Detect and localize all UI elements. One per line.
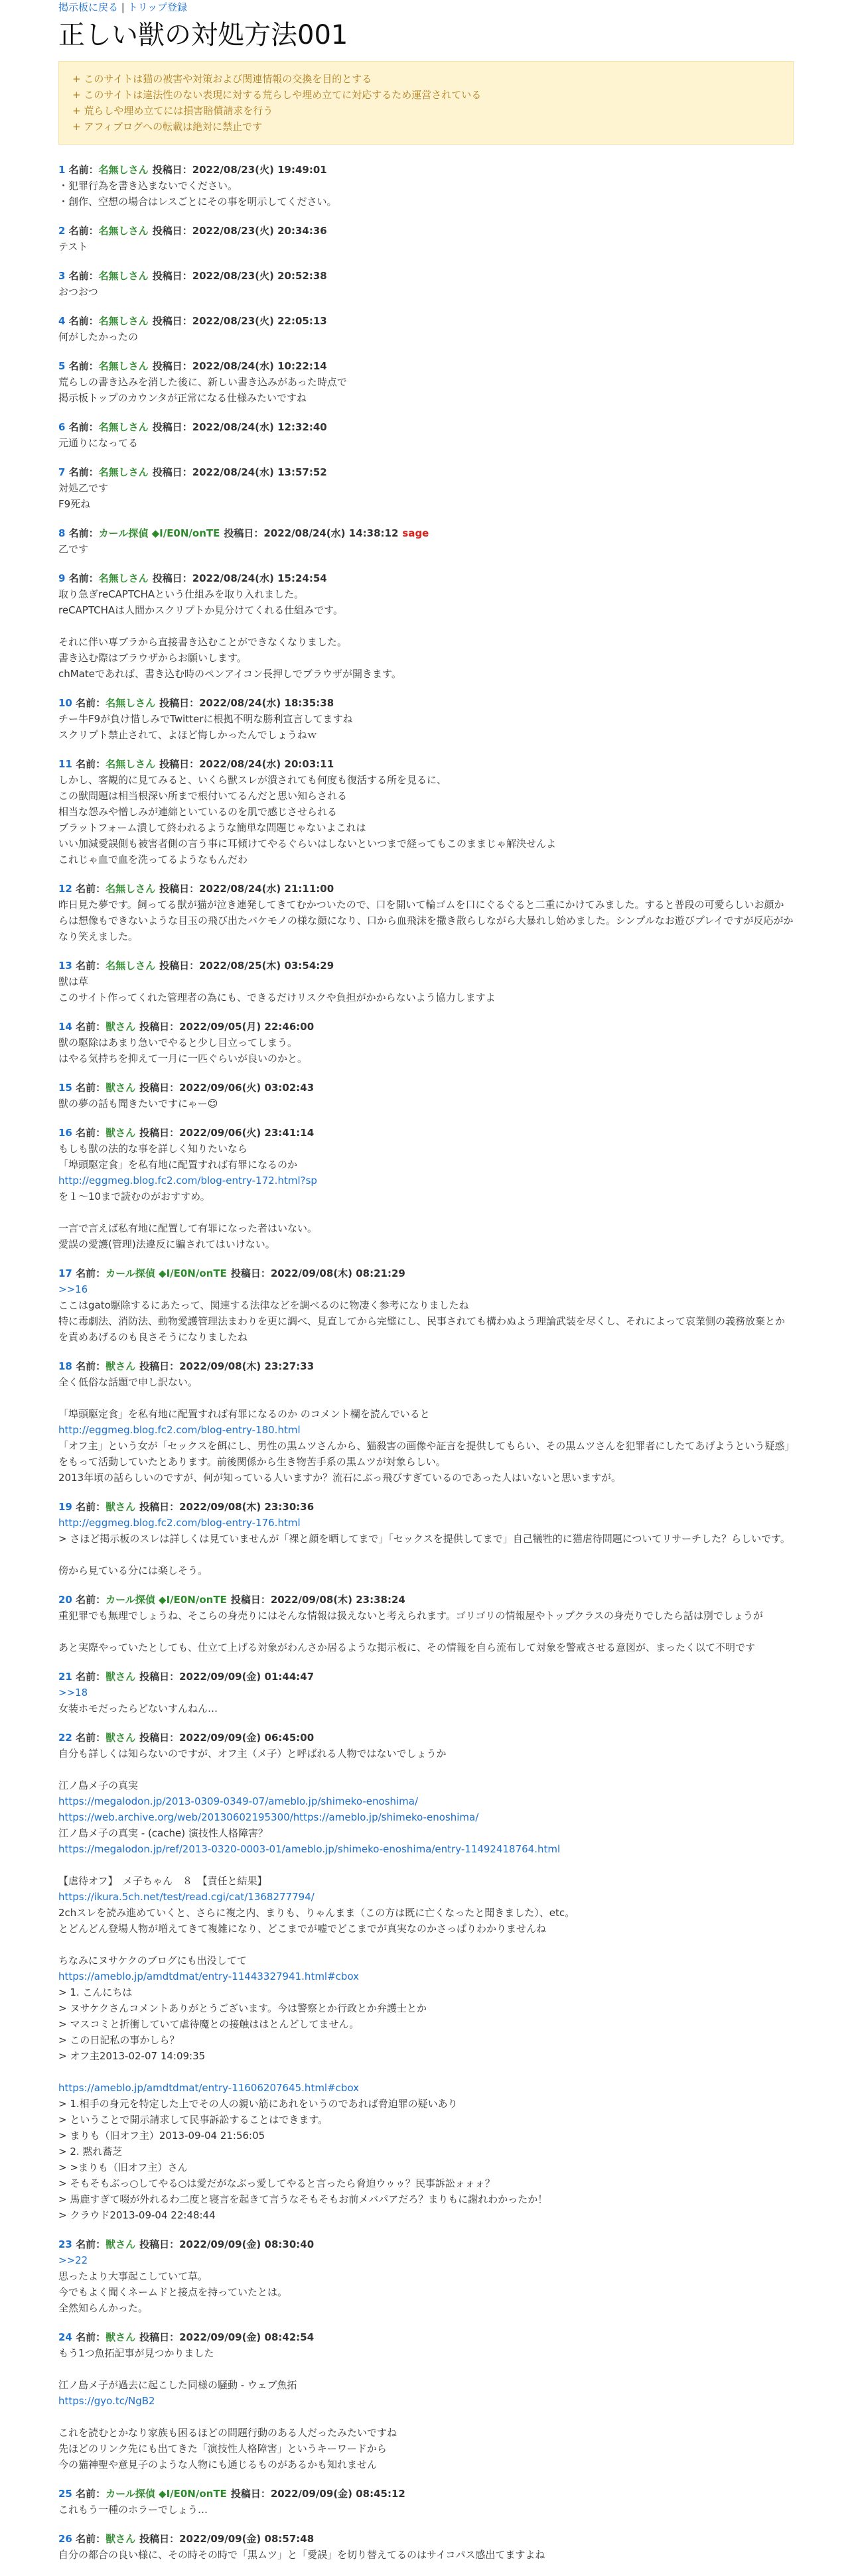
post-number-link[interactable]: 21 bbox=[58, 1671, 72, 1683]
poster-name: カール探偵 ◆I/E0N/onTE bbox=[106, 2488, 227, 2500]
name-label: 名前： bbox=[65, 315, 99, 327]
post-line: 全く低俗な話題で申し訳ない。 bbox=[58, 1376, 198, 1388]
poster-name: 名無しさん bbox=[98, 421, 149, 433]
post-date: 投稿日：2022/09/05(月) 22:46:00 bbox=[139, 1021, 315, 1033]
poster-name: 名無しさん bbox=[98, 315, 149, 327]
post-line: > 1.相手の身元を特定した上でその人の親い筋にあれをいうのであれば脅迫罪の疑いあり bbox=[58, 2098, 458, 2110]
post-header bbox=[58, 1080, 794, 1096]
post-line: 乙です bbox=[58, 543, 89, 555]
post-line: 江ノ島メ子の真実 bbox=[58, 1779, 139, 1791]
post-line: おつおつ bbox=[58, 286, 98, 298]
post-line: しかし、客観的に見てみると、いくら獣スレが潰されても何度も復活する所を見るに、 bbox=[58, 774, 447, 786]
post-line: 「埠頭駆定食」を私有地に配置すれば有罪になるのか のコメント欄を読んでいると bbox=[58, 1408, 430, 1420]
post-line: > マスコミと折衝していて虐待魔との接触ははとんどしてません。 bbox=[58, 2018, 360, 2030]
post-header bbox=[58, 570, 794, 586]
post-body bbox=[58, 480, 794, 512]
post-line: reCAPTCHAは人間かスクリプトか見分けてくれる仕組みです。 bbox=[58, 604, 343, 616]
poster-name: 名無しさん bbox=[106, 697, 156, 709]
post bbox=[58, 2329, 794, 2473]
post-body bbox=[58, 974, 794, 1005]
post-header bbox=[58, 2329, 794, 2345]
post bbox=[58, 2486, 794, 2518]
post-date: 投稿日：2022/08/24(水) 10:22:14 bbox=[152, 360, 327, 372]
post-line: チー牛F9が負け惜しみでTwitterに根拠不明な勝利宣言してますね bbox=[58, 713, 353, 725]
post bbox=[58, 525, 794, 557]
post-link[interactable]: >>16 bbox=[58, 1283, 88, 1295]
post-header bbox=[58, 268, 794, 284]
name-label: 名前： bbox=[72, 2533, 106, 2545]
post-line: chMateであれば、書き込む時のペンアイコン長押しでブラウザが開きます。 bbox=[58, 668, 401, 680]
post bbox=[58, 419, 794, 451]
post-line: これもう一種のホラーでしょう… bbox=[58, 2504, 208, 2516]
name-label: 名前： bbox=[72, 1360, 106, 1372]
post-date: 投稿日：2022/09/09(金) 08:45:12 bbox=[230, 2488, 405, 2500]
post-line: テスト bbox=[58, 241, 88, 253]
name-label: 名前： bbox=[72, 960, 106, 972]
post-header bbox=[58, 1265, 794, 1281]
post-line: 昨日見た夢です。飼ってる獣が猫が泣き連発してきてむかついたので、口を開いて輪ゴムを口にぐるぐると二重にかけてみました。すると普段の可愛らしいお顔からは想像もできないような目玉の飛び出たバケモノの様な顔になり、口から血飛沫を撒き散らしながら大暴れし始めました。シンプルなお遊びプレイですが反応がかなり笑えました。 bbox=[58, 899, 794, 942]
post-line: 2013年頃の話らしいのですが、何が知っている人いますか？流石にぶっ飛びすぎているのであった人はいないと思いますが。 bbox=[58, 1472, 622, 1484]
post-line: はやる気持ちを抑えて一月に一匹ぐらいが良いのかと。 bbox=[58, 1053, 308, 1064]
post-date: 投稿日：2022/08/24(水) 14:38:12 bbox=[224, 527, 399, 539]
name-label: 名前： bbox=[65, 527, 99, 539]
nav-separator: | bbox=[118, 1, 128, 13]
post-date: 投稿日：2022/09/06(火) 23:41:14 bbox=[139, 1127, 315, 1139]
post-date: 投稿日：2022/08/24(水) 15:24:54 bbox=[152, 572, 327, 584]
post-line: 自分の都合の良い様に、その時その時で「黒ムツ」と「愛誤」を切り替えてるのはサイコパス感出てますよね bbox=[58, 2549, 545, 2561]
poster-name: 名無しさん bbox=[98, 360, 149, 372]
post-number-link[interactable]: 7 bbox=[58, 466, 66, 478]
post-line: > ヌサケクさんコメントありがとうございます。今は警察とか行政とか弁護士とか bbox=[58, 2002, 427, 2014]
post-line: 書き込む際はブラウザからお願いします。 bbox=[58, 652, 247, 664]
post bbox=[58, 464, 794, 512]
post-header bbox=[58, 756, 794, 772]
post-line: それに伴い専ブラから直接書き込むことができなくなりました。 bbox=[58, 636, 348, 648]
poster-name: 獣さん bbox=[106, 1732, 136, 1744]
post bbox=[58, 2236, 794, 2316]
post bbox=[58, 1669, 794, 1716]
post-date: 投稿日：2022/09/09(金) 01:44:47 bbox=[139, 1671, 315, 1683]
post-line bbox=[58, 2361, 794, 2377]
post-body bbox=[58, 1685, 794, 1716]
poster-name: 獣さん bbox=[106, 2331, 136, 2343]
poster-name: 名無しさん bbox=[106, 960, 156, 972]
post-number-link[interactable]: 3 bbox=[58, 270, 66, 282]
post-body bbox=[58, 239, 794, 255]
post-body bbox=[58, 374, 794, 406]
post-number-link[interactable]: 1 bbox=[58, 164, 66, 176]
post-link[interactable]: >>22 bbox=[58, 2254, 88, 2266]
name-label: 名前： bbox=[65, 572, 99, 584]
post-line: 全然知らんかった。 bbox=[58, 2302, 149, 2314]
rules-box bbox=[58, 61, 794, 145]
name-label: 名前： bbox=[72, 1671, 106, 1683]
post-line: 獣の夢の話も聞きたいですにゃー😊 bbox=[58, 1098, 218, 1110]
post-line: 取り急ぎreCAPTCHAという仕組みを取り入れました。 bbox=[58, 588, 305, 600]
post-body bbox=[58, 541, 794, 557]
post-date: 投稿日：2022/09/08(木) 23:38:24 bbox=[230, 1594, 405, 1606]
poster-name: 名無しさん bbox=[98, 225, 149, 237]
post-number-link[interactable]: 26 bbox=[58, 2533, 72, 2545]
post-line: もしも獣の法的な事を詳しく知りたいなら bbox=[58, 1143, 248, 1155]
post-header bbox=[58, 223, 794, 239]
post-date: 投稿日：2022/08/23(火) 20:52:38 bbox=[152, 270, 327, 282]
post-list bbox=[58, 162, 794, 2563]
poster-name: 獣さん bbox=[106, 1501, 136, 1513]
post-line bbox=[58, 1937, 794, 1953]
back-to-board-link[interactable]: 掲示板に戻る bbox=[58, 1, 119, 13]
post-line: 「オフ主」という女が「セックスを餌にし、男性の黒ムツさんから、猫殺害の画像や証言を提供してもらい、その黒ムツさんを犯罪者にしたてあげようという疑惑」をもって活動していたとあります。前後関係から生き物苦手系の黒ムツが対象らしい。 bbox=[58, 1440, 790, 1468]
rule-item: + このサイトは違法性のない表現に対する荒らしや埋め立てに対応するため運営されている bbox=[72, 89, 482, 101]
post-header bbox=[58, 1592, 794, 1608]
post-body bbox=[58, 1096, 794, 1112]
post-body bbox=[58, 284, 794, 300]
post-line: F9死ね bbox=[58, 498, 91, 510]
post-line: 今の猫神聖や意見子のような人物にも通じるものがあるかも知れません bbox=[58, 2459, 378, 2471]
post-line: > この日記私の事かしら？ bbox=[58, 2034, 180, 2046]
post-line: ・創作、空想の場合はレスごとにその事を明示してください。 bbox=[58, 196, 337, 208]
post-line: スクリプト禁止されて、よほど悔しかったんでしょうねｗ bbox=[58, 729, 317, 741]
post-number-link[interactable]: 5 bbox=[58, 360, 66, 372]
post-line: > >まりも（旧オフ主）さん bbox=[58, 2161, 188, 2173]
post bbox=[58, 1499, 794, 1578]
rule-item: + アフィブログへの転載は絶対に禁止です bbox=[72, 121, 263, 133]
post-line: 獣は草 bbox=[58, 976, 89, 988]
post-link[interactable]: https://megalodon.jp/ref/2013-0320-0003-01/ameblo.jp/shimeko-enoshima/entry-11492418764.html bbox=[58, 1843, 561, 1855]
poster-name: 名無しさん bbox=[98, 164, 149, 176]
post-line: 傍から見ている分には楽しそう。 bbox=[58, 1565, 208, 1577]
post-line: 一言で言えば私有地に配置して有罪になった者はいない。 bbox=[58, 1222, 318, 1234]
post-line: 【虐待オフ】 メ子ちゃん ８ 【責任と結果】 bbox=[58, 1875, 267, 1887]
post-date: 投稿日：2022/09/08(木) 23:27:33 bbox=[139, 1360, 315, 1372]
post-line: > まりも（旧オフ主）2013-09-04 21:56:05 bbox=[58, 2130, 265, 2142]
post-link[interactable]: https://ameblo.jp/amdtdmat/entry-11443327941.html#cbox bbox=[58, 1970, 360, 1982]
post-date: 投稿日：2022/09/08(木) 08:21:29 bbox=[230, 1267, 405, 1279]
post bbox=[58, 1125, 794, 1252]
post-line bbox=[58, 1857, 794, 1873]
name-label: 名前： bbox=[65, 225, 99, 237]
post-body bbox=[58, 1374, 794, 1486]
post-line: 2chスレを読み進めていくと、さらに複之内、まりも、りゃんまま（この方は既に亡くなったと聞きました）、etc。 bbox=[58, 1907, 575, 1919]
post-body bbox=[58, 1515, 794, 1578]
post-line: ちなみにヌサケクのブログにも出没してて bbox=[58, 1955, 247, 1966]
post-line: > 馬鹿すぎて啜が外れるわ二度と寝言を起きて言うなそもそもお前メバパアだろ？まりもに謝れわかったか！ bbox=[58, 2193, 548, 2205]
post-link[interactable]: http://eggmeg.blog.fc2.com/blog-entry-180.html bbox=[58, 1424, 301, 1436]
post-date: 投稿日：2022/09/06(火) 03:02:43 bbox=[139, 1082, 315, 1094]
post bbox=[58, 2531, 794, 2563]
poster-name: 獣さん bbox=[106, 2238, 136, 2250]
post-date: 投稿日：2022/08/24(水) 12:32:40 bbox=[152, 421, 327, 433]
poster-name: カール探偵 ◆I/E0N/onTE bbox=[106, 1594, 227, 1606]
name-label: 名前： bbox=[72, 1021, 106, 1033]
post-number-link[interactable]: 12 bbox=[58, 883, 72, 895]
post-number-link[interactable]: 11 bbox=[58, 758, 72, 770]
post bbox=[58, 1358, 794, 1486]
poster-name: 名無しさん bbox=[98, 466, 149, 478]
post-link[interactable]: https://gyo.tc/NgB2 bbox=[58, 2395, 155, 2407]
post-body bbox=[58, 2547, 794, 2563]
post-line bbox=[58, 618, 794, 634]
name-label: 名前： bbox=[72, 758, 106, 770]
post-number-link[interactable]: 4 bbox=[58, 315, 66, 327]
post-body bbox=[58, 329, 794, 345]
post bbox=[58, 358, 794, 406]
post-number-link[interactable]: 8 bbox=[58, 527, 66, 539]
post-date: 投稿日：2022/08/23(火) 22:05:13 bbox=[152, 315, 327, 327]
name-label: 名前： bbox=[72, 2488, 106, 2500]
poster-name: 獣さん bbox=[106, 1671, 136, 1683]
post-line: この獣問題は相当根深い所まで根付いてるんだと思い知らされる bbox=[58, 790, 348, 802]
post-header bbox=[58, 695, 794, 711]
post-number-link[interactable]: 15 bbox=[58, 1082, 72, 1094]
post-date: 投稿日：2022/08/24(水) 21:11:00 bbox=[159, 883, 334, 895]
post bbox=[58, 1080, 794, 1112]
post-line bbox=[58, 1762, 794, 1777]
post bbox=[58, 1730, 794, 2223]
trip-register-link[interactable]: トリップ登録 bbox=[127, 1, 188, 13]
post bbox=[58, 1019, 794, 1066]
post-date: 投稿日：2022/08/23(火) 19:49:01 bbox=[152, 164, 327, 176]
post bbox=[58, 268, 794, 300]
poster-name: 名無しさん bbox=[98, 270, 149, 282]
post-body bbox=[58, 1608, 794, 1655]
rule-item: + このサイトは猫の被害や対策および関連情報の交換を目的とする bbox=[72, 73, 372, 85]
post-line: 重犯罪でも無理でしょうね、そこらの身売りにはそんな情報は扱えないと考えられます。ゴリゴリの情報屋やトップクラスの身売りでしたら話は別でしょうが bbox=[58, 1610, 763, 1622]
post-number-link[interactable]: 24 bbox=[58, 2331, 72, 2343]
name-label: 名前： bbox=[65, 270, 99, 282]
post-line: 獣の駆除はあまり急いでやると少し目立ってしまう。 bbox=[58, 1037, 298, 1049]
poster-name: カール探偵 ◆I/E0N/onTE bbox=[106, 1267, 227, 1279]
name-label: 名前： bbox=[72, 1732, 106, 1744]
name-label: 名前： bbox=[72, 1501, 106, 1513]
post bbox=[58, 1265, 794, 1345]
top-nav bbox=[58, 0, 794, 15]
post-line: > ということで開示請求して民事訴訟することはできます。 bbox=[58, 2114, 328, 2126]
post-link[interactable]: https://megalodon.jp/2013-0309-0349-07/ameblo.jp/shimeko-enoshima/ bbox=[58, 1795, 419, 1807]
poster-name: 獣さん bbox=[106, 1127, 136, 1139]
rule-item: + 荒らしや埋め立てには損害賠償請求を行う bbox=[72, 105, 273, 117]
post-line: 何がしたかったの bbox=[58, 331, 139, 343]
post-header bbox=[58, 958, 794, 974]
post-line: ここはgato駆除するにあたって、関連する法律などを調べるのに物凄く参考になりましたね bbox=[58, 1299, 469, 1311]
post-line: 対処乙です bbox=[58, 482, 109, 494]
post-header bbox=[58, 1730, 794, 1746]
post-line bbox=[58, 1547, 794, 1563]
post-body bbox=[58, 2252, 794, 2316]
post-line: を１〜10まで読むのがおすすめ。 bbox=[58, 1191, 210, 1202]
post-date: 投稿日：2022/09/09(金) 08:30:40 bbox=[139, 2238, 315, 2250]
post-header bbox=[58, 464, 794, 480]
post bbox=[58, 695, 794, 743]
poster-name: 獣さん bbox=[106, 1082, 136, 1094]
post bbox=[58, 313, 794, 345]
poster-name: カール探偵 ◆I/E0N/onTE bbox=[98, 527, 220, 539]
post-header bbox=[58, 881, 794, 897]
post-line: 今でもよく聞くネームドと接点を持っていたとは。 bbox=[58, 2286, 288, 2298]
post-date: 投稿日：2022/08/24(水) 20:03:11 bbox=[159, 758, 334, 770]
post-date: 投稿日：2022/08/25(木) 03:54:29 bbox=[159, 960, 334, 972]
post-date: 投稿日：2022/08/24(水) 13:57:52 bbox=[152, 466, 327, 478]
post-header bbox=[58, 1019, 794, 1035]
post-line: 女装ホモだったらどないすんねん… bbox=[58, 1703, 218, 1714]
post-line: 思ったより大事起こしていて草。 bbox=[58, 2270, 208, 2282]
post-header bbox=[58, 2531, 794, 2547]
post-line bbox=[58, 1390, 794, 1406]
post-line bbox=[58, 1204, 794, 1220]
name-label: 名前： bbox=[72, 1082, 106, 1094]
post-line: > クラウド2013-09-04 22:48:44 bbox=[58, 2209, 216, 2221]
post-number-link[interactable]: 14 bbox=[58, 1021, 72, 1033]
name-label: 名前： bbox=[72, 697, 106, 709]
post-line: > 1. こんにちは bbox=[58, 1986, 133, 1998]
post-header bbox=[58, 1358, 794, 1374]
post-header bbox=[58, 525, 794, 541]
post-body bbox=[58, 2345, 794, 2473]
post-body bbox=[58, 711, 794, 743]
post bbox=[58, 223, 794, 255]
post-line: とどんどん登場人物が増えてきて複雑になり、どこまでが嘘でどこまでが真実なのかさっぱりわかりませんね bbox=[58, 1923, 547, 1935]
post-number-link[interactable]: 2 bbox=[58, 225, 66, 237]
post-line: 特に毒劇法、消防法、動物愛護管理法まわりを更に調べ、見直してから完璧にし、民事されても構わぬよう理論武装を尽くし、それによって哀業側の義務放棄とかを責めあげるのも良さそうになりましたね bbox=[58, 1315, 786, 1343]
post-header bbox=[58, 1669, 794, 1685]
post-link[interactable]: https://web.archive.org/web/20130602195300/https://ameblo.jp/shimeko-enoshima/ bbox=[58, 1811, 479, 1823]
post-line: 愛誤の愛護(管理)法違反に騙されてはいけない。 bbox=[58, 1238, 275, 1250]
name-label: 名前： bbox=[72, 1594, 106, 1606]
post-body bbox=[58, 178, 794, 210]
poster-name: 獣さん bbox=[106, 2533, 136, 2545]
poster-name: 名無しさん bbox=[106, 883, 156, 895]
name-label: 名前： bbox=[72, 2238, 106, 2250]
post-body bbox=[58, 1035, 794, 1066]
post-number-link[interactable]: 25 bbox=[58, 2488, 72, 2500]
poster-name: 獣さん bbox=[106, 1360, 136, 1372]
post-date: 投稿日：2022/09/09(金) 08:42:54 bbox=[139, 2331, 315, 2343]
post-line bbox=[58, 2409, 794, 2425]
post-line: あと実際やっていたとしても、仕立て上げる対象がわんさか居るような掲示板に、その情報を自ら流布して対象を警戒させる意図が、まったく以て不明です bbox=[58, 1642, 756, 1653]
post-link[interactable]: http://eggmeg.blog.fc2.com/blog-entry-172.html?sp bbox=[58, 1175, 317, 1187]
name-label: 名前： bbox=[65, 466, 99, 478]
post bbox=[58, 570, 794, 682]
post-date: 投稿日：2022/09/09(金) 08:57:48 bbox=[139, 2533, 315, 2545]
post-line: 「埠頭駆定食」を私有地に配置すれば有罪になるのか bbox=[58, 1159, 298, 1171]
post-link[interactable]: https://ikura.5ch.net/test/read.cgi/cat/1368277794/ bbox=[58, 1891, 315, 1903]
post-number-link[interactable]: 20 bbox=[58, 1594, 72, 1606]
post-body bbox=[58, 2502, 794, 2518]
post bbox=[58, 162, 794, 210]
name-label: 名前： bbox=[65, 164, 99, 176]
post-link[interactable]: https://ameblo.jp/amdtdmat/entry-11606207645.html#cbox bbox=[58, 2082, 360, 2094]
post-body bbox=[58, 586, 794, 682]
post-number-link[interactable]: 17 bbox=[58, 1267, 72, 1279]
post-date: 投稿日：2022/09/08(木) 23:30:36 bbox=[139, 1501, 315, 1513]
post-header bbox=[58, 419, 794, 435]
post-number-link[interactable]: 18 bbox=[58, 1360, 72, 1372]
post-body bbox=[58, 897, 794, 944]
post-date: 投稿日：2022/08/23(火) 20:34:36 bbox=[152, 225, 327, 237]
post-line: これじゃ血で血を洗ってるようなもんだわ bbox=[58, 854, 248, 866]
post-body bbox=[58, 772, 794, 868]
post-line: これを読むとかなり家族も困るほどの問題行動のある人だったみたいですね bbox=[58, 2427, 397, 2439]
post-header bbox=[58, 313, 794, 329]
post-number-link[interactable]: 19 bbox=[58, 1501, 72, 1513]
post-body bbox=[58, 1746, 794, 2223]
post-body bbox=[58, 435, 794, 451]
post bbox=[58, 958, 794, 1005]
post-header bbox=[58, 358, 794, 374]
post-line: > 2. 黙れ蕎芝 bbox=[58, 2146, 123, 2157]
post-line: 江ノ島メ子が過去に起こした同様の騒動 - ウェブ魚拓 bbox=[58, 2379, 297, 2391]
post-date: 投稿日：2022/08/24(水) 18:35:38 bbox=[159, 697, 334, 709]
post-line: > さほど掲示板のスレは詳しくは見ていませんが「裸と顔を晒してまで」「セックスを提供してまで」自己犠牲的に猫虐待問題についてリサーチした？らしいです。 bbox=[58, 1533, 790, 1545]
post bbox=[58, 1592, 794, 1655]
post-number-link[interactable]: 23 bbox=[58, 2238, 72, 2250]
post-header bbox=[58, 1125, 794, 1141]
poster-name: 獣さん bbox=[106, 1021, 136, 1033]
post-line: ブラットフォーム潰して終われるような簡単な問題じゃないよこれは bbox=[58, 822, 366, 834]
post-line: > オフ主2013-02-07 14:09:35 bbox=[58, 2050, 206, 2062]
post-link[interactable]: http://eggmeg.blog.fc2.com/blog-entry-176.html bbox=[58, 1517, 301, 1529]
post-header bbox=[58, 2486, 794, 2502]
post-header bbox=[58, 162, 794, 178]
post-line bbox=[58, 2064, 794, 2080]
post-number-link[interactable]: 13 bbox=[58, 960, 72, 972]
post-line: このサイト作ってくれた管理者の為にも、できるだけリスクや負担がかからないよう協力しますよ bbox=[58, 992, 496, 1003]
post-line: 元通りになってる bbox=[58, 437, 139, 449]
name-label: 名前： bbox=[65, 421, 99, 433]
sage-label: sage bbox=[402, 527, 429, 539]
post bbox=[58, 756, 794, 868]
post-number-link[interactable]: 6 bbox=[58, 421, 66, 433]
poster-name: 名無しさん bbox=[98, 572, 149, 584]
post-line: 掲示板トップのカウンタが正常になる仕様みたいですね bbox=[58, 392, 307, 404]
post-number-link[interactable]: 16 bbox=[58, 1127, 72, 1139]
post-line: 自分も詳しくは知らないのですが、オフ主（メ子）と呼ばれる人物ではないでしょうか bbox=[58, 1748, 447, 1760]
post-line: もう1つ魚拓記事が見つかりました bbox=[58, 2347, 214, 2359]
post-number-link[interactable]: 22 bbox=[58, 1732, 72, 1744]
post-header bbox=[58, 2236, 794, 2252]
post bbox=[58, 881, 794, 944]
name-label: 名前： bbox=[65, 360, 99, 372]
post-line: 先ほどのリンク先にも出てきた「演技性人格障害」というキーワードから bbox=[58, 2443, 387, 2455]
post-line bbox=[58, 1624, 794, 1640]
post-line: 荒らしの書き込みを消した後に、新しい書き込みがあった時点で bbox=[58, 376, 347, 388]
post-link[interactable]: >>18 bbox=[58, 1687, 88, 1699]
name-label: 名前： bbox=[72, 883, 106, 895]
post-body bbox=[58, 1281, 794, 1345]
post-line: > そもそもぶっ○してやる○は愛だがなぶっ愛してやると言ったら脅迫ウゥゥ？民事訴訟ォォォ？ bbox=[58, 2177, 495, 2189]
name-label: 名前： bbox=[72, 1127, 106, 1139]
post-line: いい加減愛誤側も被害者側の言う事に耳傾けてやるぐらいはしないといつまで経ってもこのままじゃ解決せんよ bbox=[58, 838, 557, 850]
thread-title: 正しい獣の対処方法001 bbox=[58, 20, 348, 50]
post-date: 投稿日：2022/09/09(金) 06:45:00 bbox=[139, 1732, 315, 1744]
post-line: 相当な怨みや憎しみが連綿といているのを肌で感じさせられる bbox=[58, 806, 338, 818]
post-line: 江ノ島メ子の真実 - (cache) 演技性人格障害？ bbox=[58, 1827, 268, 1839]
poster-name: 名無しさん bbox=[106, 758, 156, 770]
post-number-link[interactable]: 10 bbox=[58, 697, 72, 709]
post-body bbox=[58, 1141, 794, 1252]
post-number-link[interactable]: 9 bbox=[58, 572, 66, 584]
name-label: 名前： bbox=[72, 1267, 106, 1279]
post-header bbox=[58, 1499, 794, 1515]
post-line: ・犯罪行為を書き込まないでください。 bbox=[58, 180, 238, 192]
name-label: 名前： bbox=[72, 2331, 106, 2343]
